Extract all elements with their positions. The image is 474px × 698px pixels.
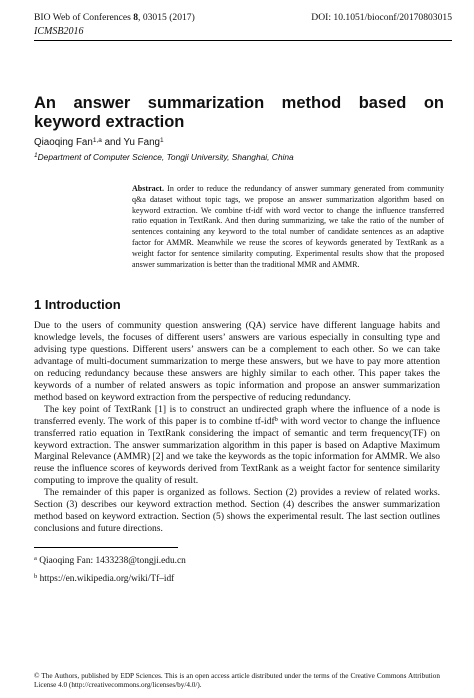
affiliation-mark: 1 [34, 152, 38, 159]
journal-volume: 8 [133, 12, 139, 23]
footnote-mark: a [34, 555, 37, 562]
article-number: , 03015 (2017) [138, 12, 195, 23]
introduction-body [34, 320, 440, 535]
footnote-mark: b [34, 573, 38, 580]
footnote-divider [34, 547, 178, 548]
author-affiliation-mark: 1,a [92, 137, 102, 144]
footnote-text: https://en.wikipedia.org/wiki/Tf–idf [37, 574, 175, 584]
journal-header [34, 12, 195, 23]
author-list [34, 137, 164, 148]
author-name: Yu Fang [123, 137, 160, 148]
footnote [34, 556, 186, 566]
author-affiliation-mark: 1 [160, 137, 164, 144]
footnote-mark: b [274, 415, 278, 423]
header-divider [34, 40, 452, 41]
doi: DOI: 10.1051/bioconf/20170803015 [311, 12, 452, 23]
paper-title: An answer summarization method based on keyword extraction [34, 94, 444, 131]
abstract-text: In order to reduce the redundancy of answer summary generated from community q&a dataset without topic tags, we propose an answer summarization algorithm based on keyword extraction. We combine tf-idf with word vector to change the influence transferred ratio equation in TextRank. And then during summarizing, we take the ratio of the number of sentences containing any keyword to the total number of candidate sentences as an adaptive factor for AMMR. Meanwhile we reuse the scores of keywords generated by TextRank as a weight factor for sentence similarity computing. Experimental results show that the proposed answer summarization is better than the traditional MMR and AMMR. [132, 184, 444, 269]
paragraph-text: The key point of TextRank [1] is to construct an undirected graph where the influence of a node is transferred evenly. The work of this paper is to combine tf-idf [34, 403, 440, 427]
license-footer: © The Authors, published by EDP Sciences. This is an open access article distributed under the terms of the Creative Commons Attribution License 4.0 (http://creativecommons.org/licenses/by/4.0/). [34, 672, 440, 689]
author-name: Qiaoqing Fan [34, 137, 93, 148]
conference-name: ICMSB2016 [34, 26, 84, 37]
footnote-text: Qiaoqing Fan: 1433238@tongji.edu.cn [36, 556, 186, 566]
paragraph: The remainder of this paper is organized as follows. Section (2) provides a review of related works. Section (3) describes our keyword extraction method. Section (4) describes the answer summarization method based on keyword extraction. Section (5) shows the experimental result. The last section outlines conclusions and future directions. [34, 487, 440, 535]
section-heading: 1 Introduction [34, 297, 121, 312]
paragraph [34, 404, 440, 488]
abstract [132, 184, 444, 270]
affiliation-text: Department of Computer Science, Tongji University, Shanghai, China [37, 152, 294, 162]
abstract-label: Abstract. [132, 184, 164, 193]
paragraph-text: with word vector to change the influence transferred ratio equation in TextRank considering the impact of semantic and term frequency(TF) on keyword extraction. The answer summarization algorithm in this paper is based on Adaptive Maximum Marginal Relevance (AMMR) [2] and we take the keywords as the topic information for AMMR. We also reuse the influence scores of keywords derived from TextRank as a weight factor for sentence similarity computing to improve the quality of result. [34, 415, 440, 487]
footnote [34, 574, 174, 584]
author-conjunction: and [101, 137, 124, 148]
journal-name: BIO Web of Conferences [34, 12, 131, 23]
affiliation [34, 152, 294, 162]
paragraph: Due to the users of community question answering (QA) service have different language habits and knowledge levels, the focuses of different users’ answers are various especially in consulting type and advising type questions. Different users’ answers can be a complement to each other. So we can take advantage of multi-document summarization to merge these answers, but we have to pay more attention on reducing redundancy because these answers are highly similar to each other. This paper takes the keywords of a number of related answers as topic information and propose an answer summarization method based on keyword extraction from the perspective of reducing redundancy. [34, 320, 440, 403]
